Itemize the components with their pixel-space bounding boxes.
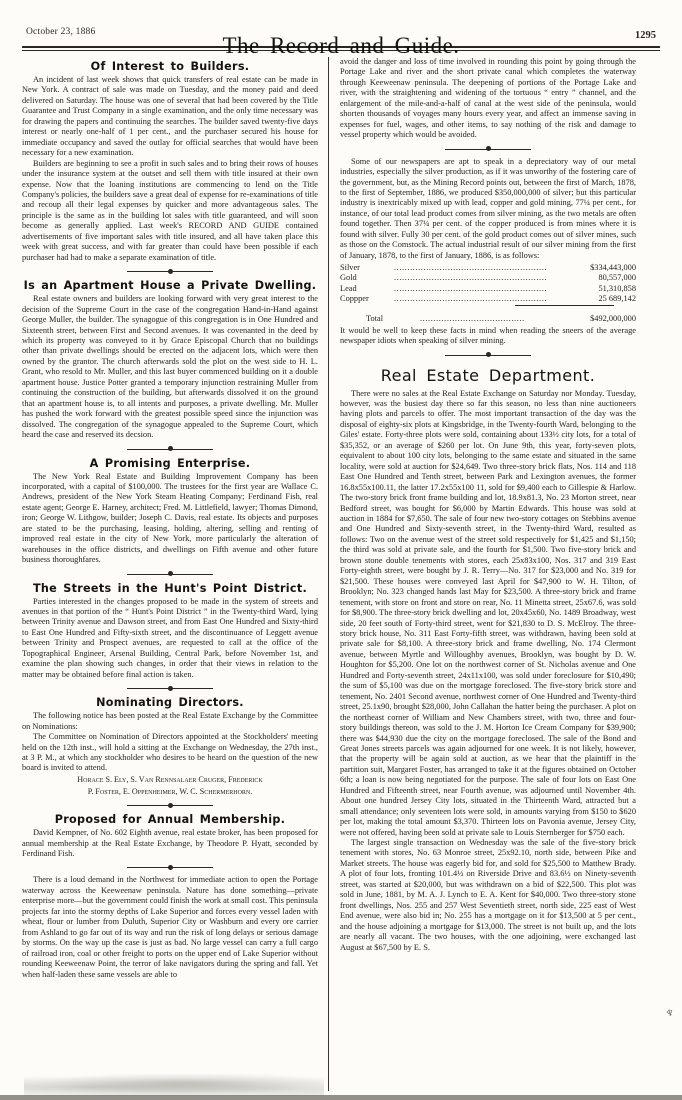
scan-artifact-edge-mark: ♆ [664, 1007, 676, 1020]
metals-total-table [340, 308, 636, 324]
article-heading-promising-enterprise: A Promising Enterprise. [89, 456, 251, 470]
metal-label: Silver [340, 263, 360, 273]
department-heading-real-estate: Real Estate Department. [380, 365, 596, 385]
table-row [340, 294, 636, 304]
article-paragraph-portage-continued: avoid the danger and loss of time involved in rounding this point by going through the Portage Lake and river and the short private canal which completes the waterway through Keeweenaw peninsula. The deepening of portions of the Portage Lake and river, with the straightening and widening of the tortuous “ entry ” channel, and the enlargement of the mile-and-a-half of canal at the west side of the peninsula, would shorten thousands of voyages many hours every year, and affect an immense saving in expenses for fuel, wages, and other items, to say nothing of the risk and damage to vessel property which would be avoided. [340, 57, 636, 140]
article-paragraph: Builders are beginning to see a profit in such sales and to bring their rows of houses under the insurance system at the outset and sell them with title insured at their own expense. Now that the loaning institutions are commencing to lend on the Title Company's policies, the builders save a great deal of expense for re-examinations of title and recoup all their legal expenses by quicker and more advantageous sales. The principle is the same as in the building lot sales with title guaranteed, and will soon become as generally applied. Last week's RECORD AND GUIDE contained advertisements of five important sales with title insured, and all have taken place this week with great success, and with far greater than could have been possible if each purchaser had had to make a separate examination of title. [22, 158, 318, 262]
article-paragraph: An incident of last week shows that quick transfers of real estate can be made in New York. A contract of sale was made on Tuesday, and the money paid and deed delivered on Saturday. The house was one of several that had been covered by the Title Guarantee and Trust Company in a single examination, and the only time necessary was for drawing the papers and continuing the searches. The builder saved twenty-five days interest or nearly one-half of 1 per cent., and the purchaser secured his house for immediate occupancy and saved the outlay for official searches that would have been necessary for a new examination. [22, 75, 318, 158]
metal-label: Lead [340, 283, 357, 293]
article-paragraph-portage: There is a loud demand in the Northwest for immediate action to open the Portage waterway across the Keeweenaw peninsula. Nature has done something—private enterprise more—but the government could finish the work at small cost. This peninsula projects far into the stormy depths of Lake Superior and forces every vessel laden with wheat, flour or lumber from Duluth, Superior City or Washburn and every ore carrier from Ashland to go far out of its way and run the risk of long delays or serious damage by storms. On the way up the case is just as bad. No large vessel can carry a full cargo of railroad iron, coal or other freight to ports on the upper end of Lake Superior without rounding Keeweenaw Point, the terror of lake navigators during the spring and fall. Yet when half-laden these same vessels are able to [22, 875, 318, 979]
column-container [0, 51, 682, 1091]
column-right [329, 57, 636, 1091]
metal-value: 51,310,858 [598, 283, 636, 293]
leader-dots: ......................................................... [394, 294, 548, 304]
section-divider [127, 802, 213, 809]
total-label: Total [366, 314, 384, 324]
article-paragraph-after-table: It would be well to keep these facts in mind when reading the sneers of the average newspaper idiots when speaking of silver mining. [340, 325, 636, 346]
leader-dots: ....................................... [420, 314, 525, 324]
table-row [340, 263, 636, 273]
section-divider [445, 352, 531, 359]
table-total-rule [515, 305, 614, 306]
metal-value: $334,443,000 [590, 263, 636, 273]
section-divider [445, 146, 531, 153]
section-divider [127, 446, 213, 453]
leader-dots: ......................................................... [394, 263, 548, 273]
table-row [340, 284, 636, 294]
article-paragraph: The Committee on Nomination of Directors appointed at the Stockholders' meeting held on the 12th inst., will hold a sitting at the Exchange on Wednesday, the 27th inst., at 3 P. M., at which any stockholder who desires to be heard on the question of the new board is invited to attend. [22, 732, 318, 773]
table-row-total [340, 308, 636, 324]
issue-date: October 23, 1886 [26, 27, 96, 37]
signature-line: P. Foster, E. Oppenheimer, W. C. Schermerhorn. [87, 786, 253, 796]
article-paragraph-silver: Some of our newspapers are apt to speak in a depreciatory way of our metal industries, especially the silver production, as if it was unworthy of the fostering care of the government, but, as the Mining Record points out, between the first of March, 1878, to the first of September, 1886, we produced $350,000,000 of silver; but this particular industry is inextricably mixed up with lead, copper and gold mining, 77¼ per cent., for instance, of our total lead product comes from silver mining, as the two metals are often found together. Then 37¼ per cent. of the copper produced is from mines where it is found with silver. Fully 30 per cent. of the gold product comes out of silver mines, such as those on the Comstock. The actual industrial result of our silver mining from the first of January, 1878, to the first of January, 1886, is as follows: [340, 156, 636, 260]
metal-label: Coppper [340, 294, 369, 304]
section-divider [127, 685, 213, 692]
article-paragraph: David Kempner, of No. 602 Eighth avenue, real estate broker, has been proposed for annual membership at the Real Estate Exchange, by Theodore P. Hyatt, seconded by Ferdinand Fish. [22, 828, 318, 859]
leader-dots: ......................................................... [394, 273, 548, 283]
section-divider [127, 571, 213, 578]
article-heading-nominating-directors: Nominating Directors. [96, 696, 244, 710]
table-row [340, 273, 636, 283]
article-paragraph: Real estate owners and builders are looking forward with very great interest to the decision of the Supreme Court in the case of the congregation Hand-in-Hand against George Muller, the builder. The synagogue of this congregation is in One Hundred and Sixteenth street, between First and Second avenues. It was covenanted in the deed by which its property was conveyed to it by Grace Episcopal Church that no buildings other than private dwellings should be erected on the adjacent lots, which were then owned by the grantor. The church afterwards sold the plot on the west side to H. L. Grant, who resold to Mr. Muller, and this last buyer commenced building on it a double apartment house. Justice Potter granted a temporary injunction restraining Muller from continuing the construction of the building, but afterwards dissolved it on the ground that an apartment house is, to all intents and purposes, a private dwelling. Mr. Muller has pushed the work forward with the greatest possible speed since the injunction was dissolved. The congregation of the synagogue appealed to the Supreme Court, which heard the case and reserved its decsion. [22, 294, 318, 440]
signature-line: Horace S. Ely, S. Van Rennsalaer Cruger, Frederick [77, 774, 263, 784]
metal-label: Gold [340, 273, 357, 283]
section-divider [127, 864, 213, 871]
publication-title: The Record and Guide. [222, 33, 460, 58]
column-left [22, 57, 329, 1091]
article-paragraph: The following notice has been posted at the Real Estate Exchange by the Committee on Nominations: [22, 711, 318, 731]
department-paragraph: There were no sales at the Real Estate Exchange on Saturday nor Monday. Tuesday, however, was the busiest day there so far this season, no less than nine auctioneers having plots and parcels to offer. The most important transaction of the day was the disposal of eighty-six plots at Kingsbridge, in the Twenty-fourth Ward, belonging to the Giles' estate. Forty-three plots were sold, containing about 133½ city lots, for a total of $35,352, or an average of $260 per lot. On June 9th, this year, forty-seven plots, equivalent to about 100 city lots, belonging to the same estate and situated in the same locality, were sold at auction for $24,649. Two three-story brick flats, Nos. 114 and 118 East One Hundred and Tenth street, between Park and Lexington avenues, the former 16.8x55x100.11, the latter 17.2x55x100 11, sold for $9,400 each to Gillespie & Harlow. The two-story brick front frame building and lot, 18.9x81.3, No. 23 Morton street, near Bedford street, was bought for $6,000 by Martin Edwards. This house was sold at auction in 1884 for $7,650. The sale of four new two-story cottages on Stebbins avenue and One Hundred and Sixty-seventh street, in the Twenty-third Ward, resulted as follows: Two on the avenue west of the street sold respectively for $1,425 and $1,150; the third was sold at private sale, and the fourth for $1,500. Two five-story brick and brown stone double tenements with stores, each 25x83x100, Nos. 317 and 319 East Forty-eighth street, were bought by J. R. Terry—No. 317 for $23,000 and No. 319 for $21,500. These houses were conveyed last April for $47,900 to W. H. Tilton, of Brooklyn; No. 323 changed hands last May for $23,500. A three-story brick and frame tenement, with store on front and store on rear, No. 11 Minetta street, 25x67.6, was sold for $8,900. The three-story brick dwelling and lot, 20x45x60, No. 1489 Broadway, west side, 20 feet south of Forty-third street, went for $21,830 to D. S. McElroy. The three-story brick house, No. 311 East Forty-fifth street, was withdrawn, having been sold at private sale for $8,100. A three-story brick and frame dwelling, No. 174 Clermont avenue, between Myrtle and Willoughby avenues, Brooklyn, was bought by D. W. Houghton for $5,200. One lot on the northwest corner of St. Nicholas avenue and One Hundred and Forty-seventh street, 24x11x100, was sold under foreclosure for $10,490; the sum of $5,100 was due on the mortgage foreclosed. The five-story brick store and tenement, No. 2401 Second avenue, northwest corner of One Hundred and Twenty-third street, 25.1x90, brought $28,000, John Callahan the hatter being the purchaser. A plot on the northeast corner of William and New Chambers street, with two, three and four-story buildings thereon, was sold to the J. M. Horton Ice Cream Company for $39,900; there was $44,930 due the city on the mortgage foreclosed. The sale of the Bond and Great Jones streets parcels was again adjourned for one week. It is not likely, however, that the property will be again sold at auction, as we hear that the plaintiff in the partition suit, Margaret Foster, has arranged to take it at the figures obtained on October 6th; a loan is now being negotiated for the purpose. The sale of four lots on East One Hundred and Fifteenth street, near Fourth avenue, was adjourned until November 4th. About one hundred Jersey City lots, situated in the Thirteenth Ward, attracted but a small attendance; only seventeen lots were sold, in amounts varying from $150 to $620 per lot, making the total amount $3,370. Thirteen lots on Pavonia avenue, Jersey City, were not offered, having been sold at private sale to Louis Sternberger for $750 each. [340, 388, 636, 837]
article-paragraph: Parties interested in the changes proposed to be made in the system of streets and avenues in that portion of the “ Hunt's Point District ” in the Twenty-third Ward, lying between Trinity avenue and Dawson street, and from East One Hundred and Sixty-third to East One Hundred and Fifty-sixth street, and the discontinuance of Leggett avenue between Trinity and Prospect avenues, are requested to call at the office of the Topographical Engineer, Arsenal Building, Central Park, before November 1st, and examine the plan showing such changes, in order that their views in relation to the matter may be obtained before final action is taken. [22, 596, 318, 679]
metals-production-table [340, 263, 636, 304]
article-heading-apartment-house: Is an Apartment House a Private Dwelling. [23, 279, 317, 293]
section-divider [127, 268, 213, 275]
article-paragraph: The New York Real Estate and Building Improvement Company has been incorporated, with a capital of $100,000. The trustees for the first year are Wallace C. Andrews, president of the New York Steam Heating Company; Ferdinand Fish, real estate agent; George E. Harney, architect; Fred. M. Littlefield, lawyer; Thomas Dimond, iron; George W. Lithgow, builder; Joseph C. Davis, real estate. Its objects and purposes are stated to be the purchasing, leasing, holding, altering, selling and renting of improved real estate in the city of New York, more particularly the alteration of warehouses in the office districts, and dwellings on Fifth avenue and other future business thoroughfares. [22, 471, 318, 565]
metal-value: 80,557,000 [598, 273, 636, 283]
metal-value: 25 689,142 [598, 294, 636, 304]
total-value: $492,000,000 [590, 314, 636, 324]
page-number: 1295 [635, 30, 656, 41]
scan-artifact-bottom-bar [0, 1095, 682, 1100]
department-paragraph: The largest single transaction on Wednesday was the sale of the five-story brick tenement with stores, No. 63 Monroe street, 25x92.10, north side, between Pike and Market streets. The house was eagerly bid for, and sold for $25,500 to Matthew Brady. A plot of four lots, fronting 101.4½ on Riverside Drive and 83.6½ on Ninety-seventh street, was started at $20,000, but was withdrawn on a bid of $22,500. This plot was sold in June, 1881, by M. A. J. Lynch to E. A. Kent for $40,000. Two three-story stone front dwellings, Nos. 255 and 257 West Seventieth street, north side, 225 east of West End avenue, were also bid in; No. 255 has a mortgage on it for $13,500 at 5 per cent., and the house adjoining a mortgage for $13,000. The street is not built up, and the lots are nearly all vacant. The two houses, with the one adjoining, were exchanged last August at $67,500 by E. S. [340, 838, 636, 952]
article-heading-annual-membership: Proposed for Annual Membership. [54, 813, 286, 827]
article-heading-builders: Of Interest to Builders. [90, 60, 250, 73]
leader-dots: ......................................................... [394, 283, 548, 293]
masthead [0, 0, 682, 58]
article-heading-hunts-point: The Streets in the Hunt's Point District. [32, 581, 308, 595]
